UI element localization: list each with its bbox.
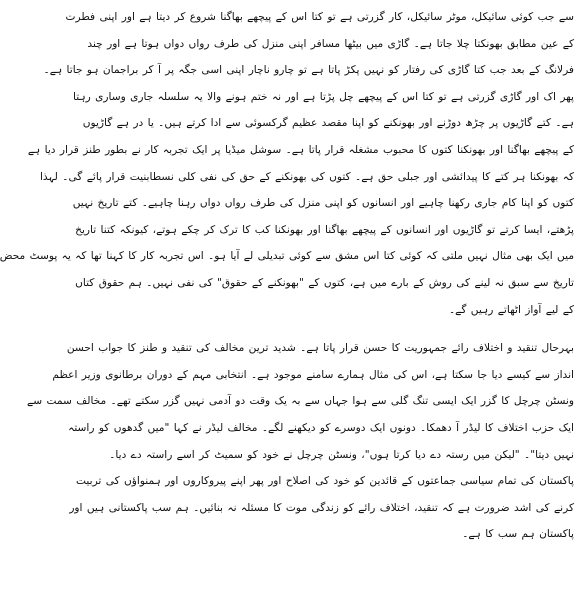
text-line: کے لیے آواز اٹھاتے رہیں گے۔ <box>448 303 574 316</box>
text-line: ہے۔ کتے گاڑیوں پر چڑھ دوڑنے اور بھونکنے کو اپنا مقصد عظیم گرکسوئی سے ادا کرتے ہیں۔ یا در ہے گاڑیوں <box>82 117 574 130</box>
text-line: نہیں دیتا"۔ "لیکن میں رستہ دے دیا کرتا ہوں"، ونسٹن چرچل نے خود کو سمیٹ کر اسے راستہ دے دیا۔ <box>109 448 574 461</box>
text-line: میں ایک بھی مثال نہیں ملتی کہ کوئی کتا اس مشق سے کوئی تبدیلی لے آیا ہو۔ اس تجربہ کار کا کہنا تھا کہ یہ پوسٹ محض <box>0 250 574 263</box>
text-line: تاریخ سے سبق نہ لینے کی روش کے بارے میں ہے، کتوں کے "بھونکنے کے حقوق" کی نفی نہیں۔ ہم حقوق کتاں <box>75 276 574 289</box>
text-line: پاکستان ہم سب کا ہے۔ <box>462 528 574 541</box>
text-line: انداز سے کیسے دیا جا سکتا ہے، اس کی مثال ہمارے سامنے موجود ہے۔ انتخابی مہم کے دوران برطانوی وزیر اعظم <box>52 368 574 381</box>
text-line: فرلانگ کے بعد جب کتا گاڑی کی رفتار کو نہیں پکڑ پاتا ہے تو چارو ناچار اپنی اسی جگہ پر آ کر براجمان ہو جاتا ہے۔ <box>43 64 574 77</box>
text-line: کے عین مطابق بھونکتا چلا جاتا ہے۔ گاڑی میں بیٹھا مسافر اپنی منزل کی طرف رواں دواں ہوتا ہے اور چند <box>87 37 574 50</box>
paragraph-gap <box>147 323 574 335</box>
text-line: پھر اک اور گاڑی گزرتی ہے تو کتا اس کے پیچھے چل پڑتا ہے اور نہ ختم ہونے والا یہ سلسلہ جاری وساری رہتا <box>73 90 574 103</box>
text-line: پڑھتے، ایسا کرتے تو گاڑیوں اور انسانوں کے پیچھے بھاگنا اور بھونکنا کب کا ترک کر چکے ہوتے، کیونکہ کتنا تاریخ <box>75 223 574 236</box>
text-line: کرنے کی اشد ضرورت ہے کہ تنقید، اختلاف رائے کو زندگی موت کا مسئلہ نہ بنائیں۔ ہم سب پاکستانی ہیں اور <box>69 501 574 514</box>
text-line: ایک حزب اختلاف کا لیڈر آ دھمکا۔ دونوں ایک دوسرے کو دیکھنے لگے۔ مخالف لیڈر نے کہا "میں گدھوں کو راستہ <box>68 421 574 434</box>
text-line: کتوں کو اپنا کام جاری رکھنا چاہیے اور انسانوں کو اپنی منزل کی طرف رواں دواں رہنا چاہیے۔ کتے تاریخ نہیں <box>72 197 574 210</box>
text-line: پاکستان کی تمام سیاسی جماعتوں کے قائدین کو خود کی اصلاح اور پھر اپنے پیروکاروں اور ہمنواؤں کی تربیت <box>76 475 574 488</box>
text-line: بہرحال تنقید و اختلاف رائے جمہوریت کا حسن قرار پاتا ہے۔ شدید ترین مخالف کی تنقید و طنز کا جواب احسن <box>66 342 574 355</box>
text-line: سے جب کوئی سائیکل، موٹر سائیکل، کار گزرتی ہے تو کتا اس کے پیچھے بھاگنا شروع کر دیتا ہے اور اپنی فطرت <box>65 11 574 23</box>
text-line: کہ بھونکنا ہر کتے کا پیدائشی اور جبلی حق ہے۔ کتوں کی بھونکنے کے حق کی نفی کلی نسطابنیت قرار پائے گی۔ لہذا <box>39 170 574 183</box>
text-line: ونسٹن چرچل کا گزر ایک ایسی تنگ گلی سے ہوا جہاں سے بہ یک وقت دو آدمی نہیں گزر سکتے تھے۔ مخالف سمت سے <box>27 395 574 408</box>
paragraph-dog-analogy <box>0 4 574 323</box>
text-line: کے پیچھے بھاگنا اور بھونکنا کتوں کا محبوب مشغلہ قرار پاتا ہے۔ سوشل میڈیا پر ایک تجربہ کار نے بطور طنز قرار دیا ہے <box>27 143 574 156</box>
paragraph-churchill-anecdote <box>27 335 574 548</box>
